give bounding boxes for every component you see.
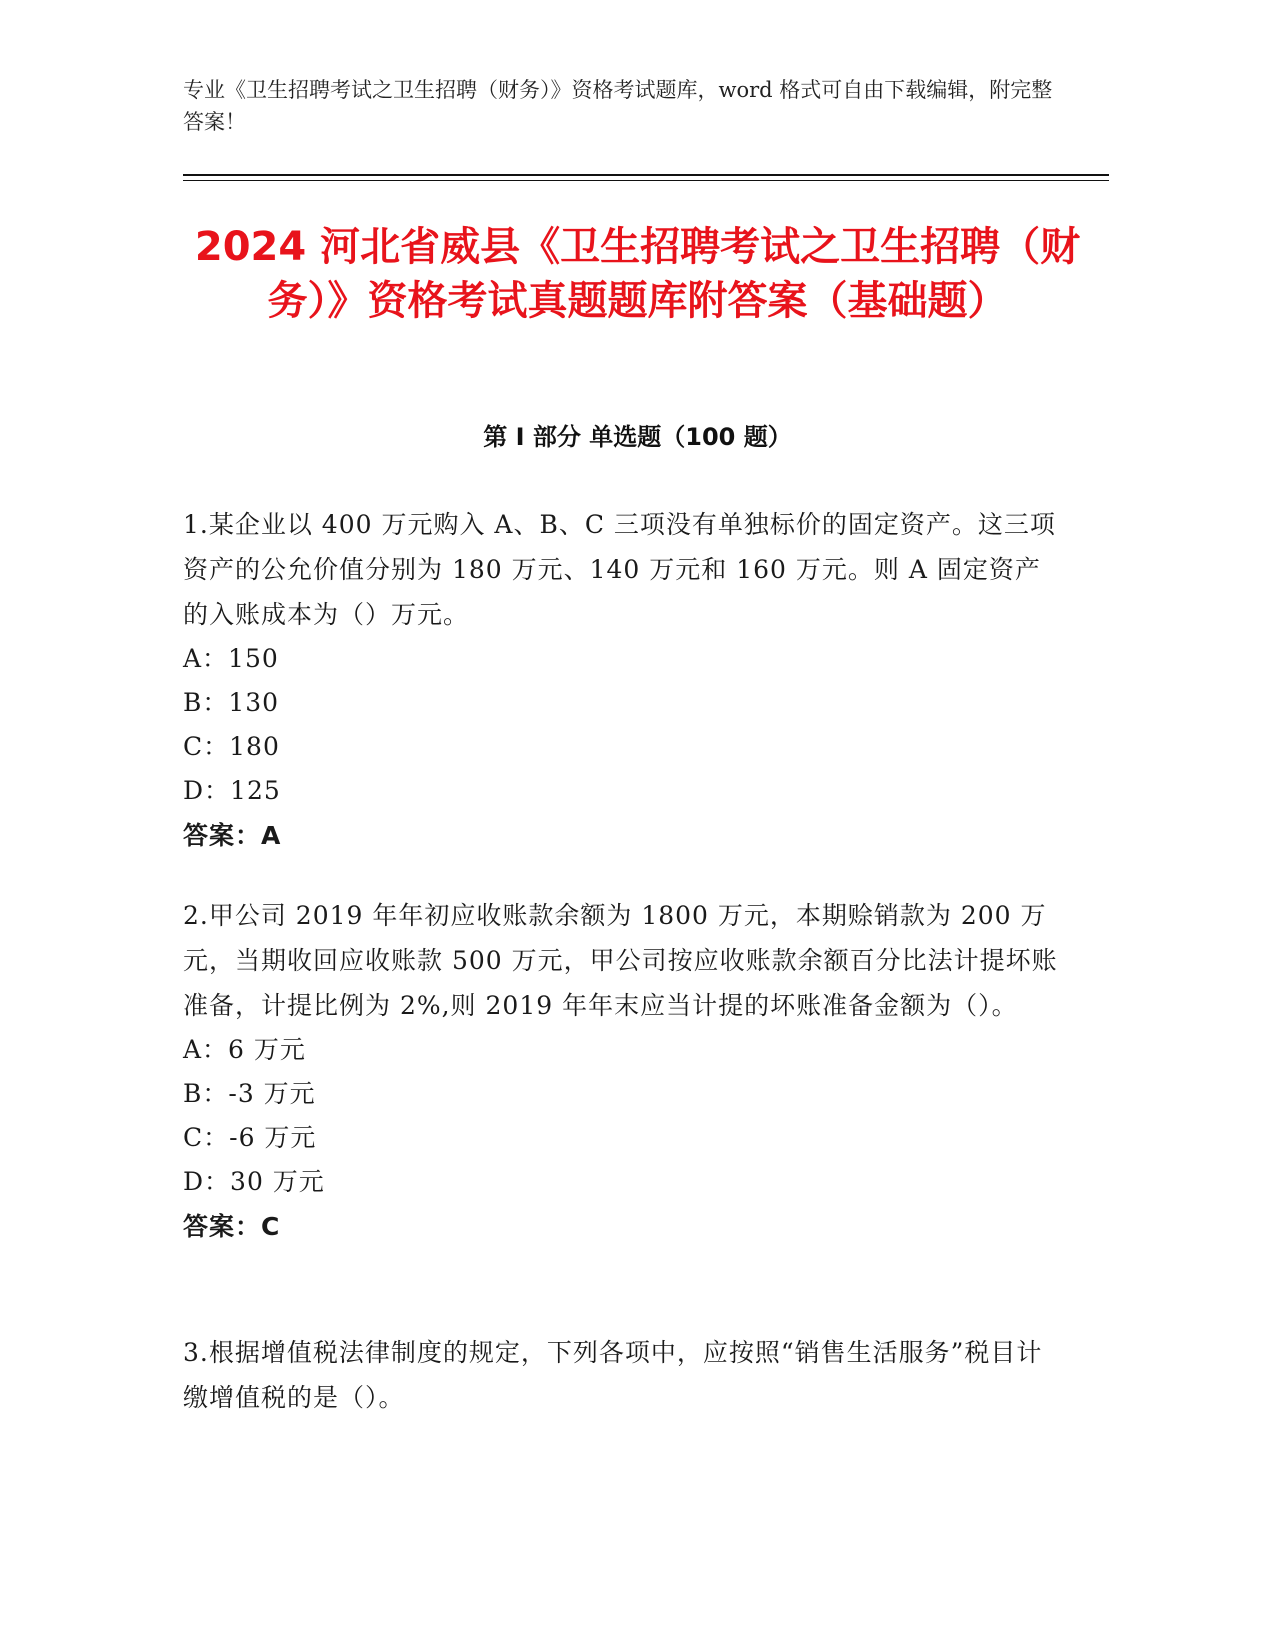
answer: 答案：C (183, 1212, 281, 1241)
question-stem: 1.某企业以 400 万元购入 A、B、C 三项没有单独标价的固定资产。这三项资产的公允价值分别为 180 万元、140 万元和 160 万元。则 A 固定资产的入账成本为（）万元。 (183, 510, 1056, 629)
option-c: C：-6 万元 (183, 1123, 317, 1152)
section-title: 第 I 部分 单选题（100 题） (483, 423, 792, 451)
option-b: B：130 (183, 688, 280, 717)
question-1 (183, 502, 1063, 859)
option-a: A：150 (183, 644, 279, 673)
document-title: 2024 河北省威县《卫生招聘考试之卫生招聘（财务）》资格考试真题题库附答案（基础题） (194, 224, 1081, 324)
answer: 答案：A (183, 821, 282, 850)
question-3 (183, 1330, 1063, 1420)
question-2 (183, 893, 1063, 1250)
question-stem: 3.根据增值税法律制度的规定，下列各项中，应按照“销售生活服务”税目计缴增值税的是（）。 (183, 1338, 1043, 1412)
question-stem: 2.甲公司 2019 年年初应收账款余额为 1800 万元，本期赊销款为 200 万元，当期收回应收账款 500 万元，甲公司按应收账款余额百分比法计提坏账准备，计提比例为 2%,则 2019 年年末应当计提的坏账准备金额为（）。 (183, 901, 1058, 1020)
option-d: D：125 (183, 776, 281, 805)
option-c: C：180 (183, 732, 280, 761)
option-d: D：30 万元 (183, 1167, 325, 1196)
option-b: B：-3 万元 (183, 1079, 316, 1108)
header-divider-thick (183, 174, 1109, 176)
header-divider-thin (183, 180, 1109, 181)
header-note: 专业《卫生招聘考试之卫生招聘（财务）》资格考试题库，word 格式可自由下载编辑，附完整答案！ (183, 78, 1053, 134)
option-a: A：6 万元 (183, 1035, 306, 1064)
